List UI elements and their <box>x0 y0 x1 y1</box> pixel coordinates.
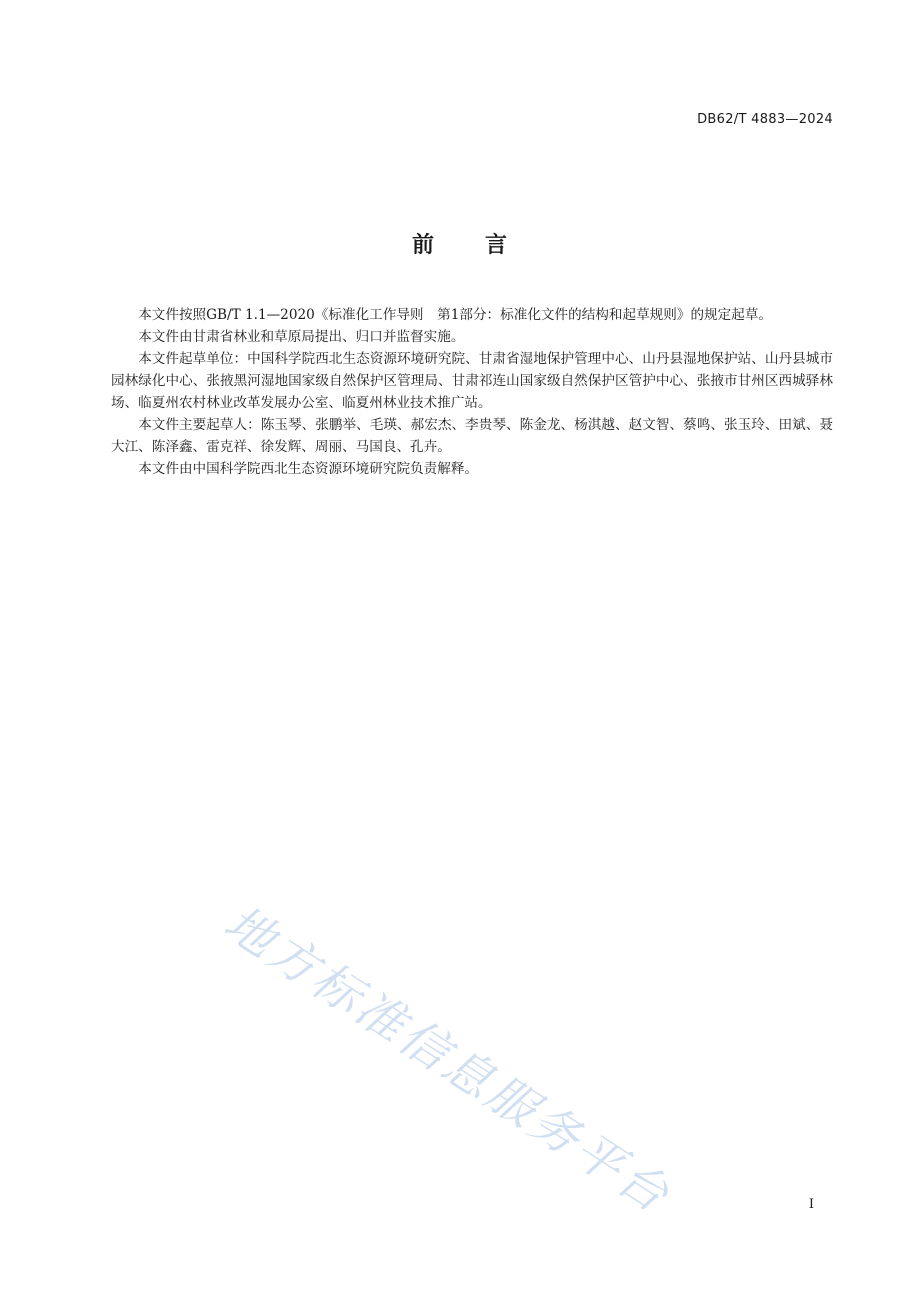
document-code: DB62/T 4883—2024 <box>697 112 833 127</box>
paragraph-drafting-units: 本文件起草单位：中国科学院西北生态资源环境研究院、甘肃省湿地保护管理中心、山丹县湿地保护站、山丹县城市园林绿化中心、张掖黑河湿地国家级自然保护区管理局、甘肃祁连山国家级自然保护区管护中心、张掖市甘州区西城驿林场、临夏州农村林业改革发展办公室、临夏州林业技术推广站。 <box>111 351 833 411</box>
page-number: I <box>808 1197 814 1212</box>
paragraph-proposer: 本文件由甘肃省林业和草原局提出、归口并监督实施。 <box>138 329 465 345</box>
paragraph-interpretation: 本文件由中国科学院西北生态资源环境研究院负责解释。 <box>138 461 479 477</box>
paragraph-drafting-basis: 本文件按照GB/T 1.1—2020《标准化工作导则 第1部分：标准化文件的结构和起草规则》的规定起草。 <box>138 307 773 323</box>
title-char-1: 前 <box>411 233 435 258</box>
page-title <box>0 228 920 259</box>
foreword-body <box>111 304 833 480</box>
paragraph-drafters: 本文件主要起草人：陈玉琴、张鹏举、毛瑛、郝宏杰、李贵琴、陈金龙、杨淇越、赵文智、蔡鸣、张玉玲、田斌、聂大江、陈泽鑫、雷克祥、徐发辉、周丽、马国良、孔卉。 <box>111 417 833 455</box>
watermark: 地方标准信息服务平台 <box>214 894 681 1225</box>
title-char-2: 言 <box>485 233 509 258</box>
